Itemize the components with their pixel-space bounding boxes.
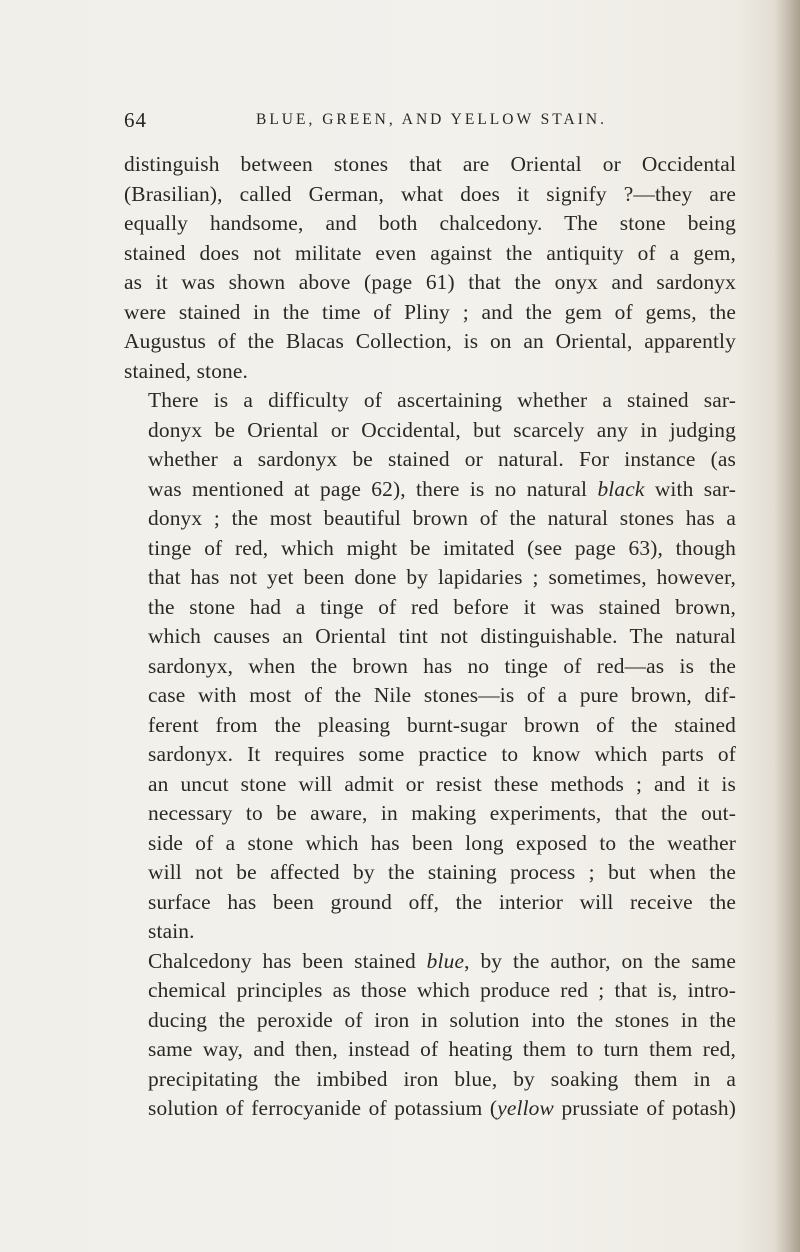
text-line: ducing the peroxide of iron in solution into the stones in the: [148, 1007, 736, 1032]
text-line: Augustus of the Blacas Collection, is on an Oriental, apparently: [124, 329, 736, 353]
text-line: chemical principles as those which produce red ; that is, intro-: [148, 978, 736, 1002]
text-line: whether a sardonyx be stained or natural. For instance (as: [148, 447, 736, 471]
text-segment: was mentioned at page 62), there is no natural: [148, 476, 598, 501]
paragraph-1: [124, 150, 736, 386]
text-line: tinge of red, which might be imitated (see page 63), though: [148, 535, 736, 560]
page-header: [124, 108, 724, 138]
text-line: There is a difficulty of ascertaining whether a stained sar-: [148, 388, 736, 412]
page-edge-shadow: [774, 0, 800, 1252]
text-line: case with most of the Nile stones—is of a pure brown, dif-: [148, 683, 736, 707]
text-line: equally handsome, and both chalcedony. The stone being: [124, 211, 736, 235]
text-line: ferent from the pleasing burnt-sugar brown of the stained: [148, 712, 736, 737]
text-line: necessary to be aware, in making experiments, that the out-: [148, 801, 736, 825]
text-segment: solution of ferrocyanide of potassium (: [148, 1096, 498, 1120]
text-line: which causes an Oriental tint not distinguishable. The natural: [148, 624, 736, 648]
running-head: BLUE, GREEN, AND YELLOW STAIN.: [256, 111, 607, 128]
text-line: as it was shown above (page 61) that the onyx and sardonyx: [124, 270, 736, 294]
text-line: sardonyx. It requires some practice to know which parts of: [148, 742, 736, 766]
text-line: [124, 475, 736, 505]
italic-word: yellow: [497, 1096, 554, 1120]
text-line: same way, and then, instead of heating them to turn them red,: [148, 1037, 736, 1061]
paragraph-2: [124, 386, 736, 947]
text-line: distinguish between stones that are Oriental or Occidental: [124, 152, 736, 176]
text-line: that has not yet been done by lapidaries ; sometimes, however,: [148, 565, 736, 589]
text-line: sardonyx, when the brown has no tinge of red—as is the: [148, 653, 736, 678]
text-line: the stone had a tinge of red before it was stained brown,: [148, 594, 736, 619]
text-segment: Chalcedony has been stained: [148, 948, 427, 973]
text-line: (Brasilian), called German, what does it signify ?—they are: [124, 181, 736, 206]
text-segment: with sar-: [644, 476, 736, 501]
text-line: stain.: [148, 919, 195, 943]
text-line: [124, 1094, 736, 1124]
text-line: an uncut stone will admit or resist these methods ; and it is: [148, 771, 736, 796]
text-line: stained, stone.: [124, 358, 249, 383]
text-line: precipitating the imbibed iron blue, by soaking them in a: [148, 1066, 736, 1091]
text-line: side of a stone which has been long exposed to the weather: [148, 830, 736, 855]
text-line: will not be affected by the staining process ; but when the: [148, 860, 736, 884]
body-text: [124, 150, 736, 1124]
page-number: 64: [124, 108, 147, 132]
text-segment: prussiate of potash): [553, 1096, 736, 1120]
italic-word: black: [597, 476, 645, 501]
text-line: surface has been ground off, the interior will receive the: [148, 889, 736, 914]
italic-word: blue: [426, 948, 465, 973]
text-line: donyx be Oriental or Occidental, but scarcely any in judging: [148, 417, 736, 442]
text-line: donyx ; the most beautiful brown of the natural stones has a: [148, 506, 736, 530]
text-segment: , by the author, on the same: [464, 948, 736, 973]
text-line: stained does not militate even against the antiquity of a gem,: [124, 240, 736, 265]
text-line: were stained in the time of Pliny ; and the gem of gems, the: [124, 299, 736, 324]
text-line: [124, 947, 736, 977]
paragraph-3: [124, 947, 736, 1124]
